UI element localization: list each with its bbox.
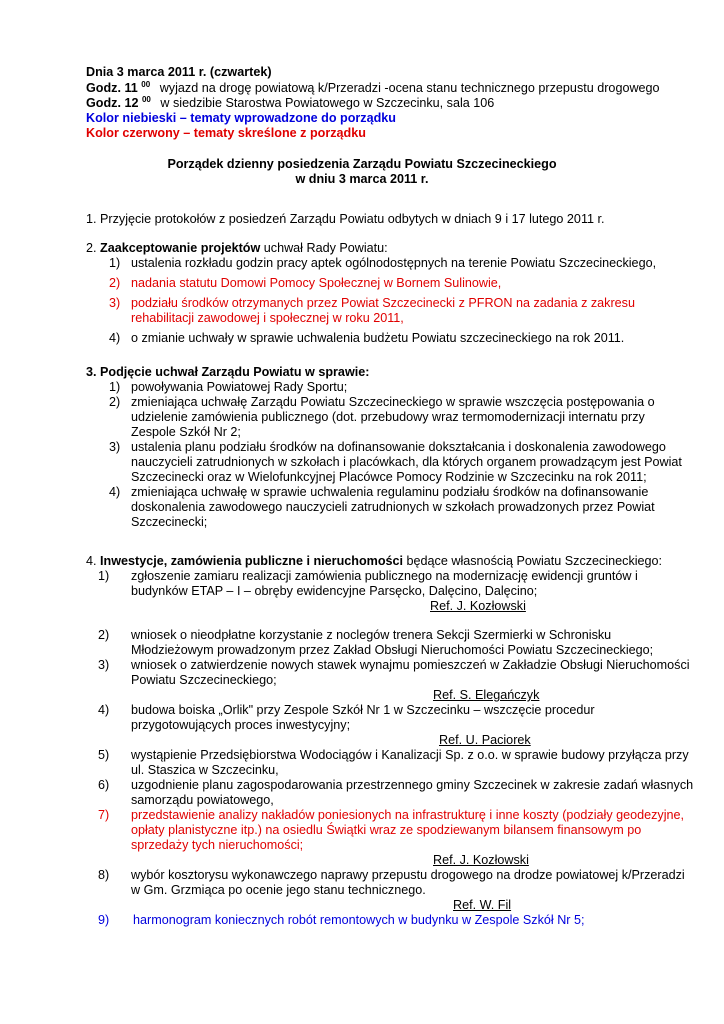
list-item: uzgodnienie planu zagospodarowania przestrzennego gminy Szczecinek w zakresie zadań własnych — [131, 778, 694, 792]
list-item-continuation: Szczecinecki; — [131, 515, 208, 529]
referent: Ref. J. Kozłowski — [430, 599, 526, 613]
list-item-continuation: sprzedaży tych nieruchomości; — [131, 838, 304, 852]
list-item: ustalenia planu podziału środków na dofinansowanie dokształcania i doskonalenia zawodowego — [131, 440, 666, 454]
list-item-continuation: Powiatu Szczecineckiego; — [131, 673, 277, 687]
legend-blue: Kolor niebieski – tematy wprowadzone do porządku — [86, 111, 396, 125]
time-sup: 00 — [141, 80, 151, 89]
list-item-continuation: rehabilitacji zawodowej i społecznej w roku 2011, — [131, 311, 404, 325]
section-number: 2. — [86, 241, 101, 255]
item-number: 1) — [109, 256, 121, 270]
section-4-heading — [86, 554, 662, 569]
list-item-continuation: doskonalenia zawodowego nauczycieli zatrudnionych w szkołach prowadzonych przez Powiat — [131, 500, 655, 514]
time-label: Godz. 12 — [86, 96, 139, 110]
list-item-continuation: w Gm. Grzmiąca po ocenie jego stanu technicznego. — [131, 883, 426, 897]
legend-red: Kolor czerwony – tematy skreślone z porządku — [86, 126, 366, 140]
list-item-continuation: przygotowujących proces inwestycyjny; — [131, 718, 351, 732]
section-title: Zaakceptowanie projektów — [100, 241, 261, 255]
item-number: 2) — [109, 395, 121, 409]
section-subtitle: będące własnością Powiatu Szczecineckiego: — [403, 554, 663, 568]
list-item: ustalenia rozkładu godzin pracy aptek ogólnodostępnych na terenie Powiatu Szczecineckiego, — [131, 256, 657, 270]
item-number: 2) — [98, 628, 110, 642]
section-2-heading — [86, 241, 388, 256]
list-item: zgłoszenie zamiaru realizacji zamówienia publicznego na modernizację ewidencji gruntów i — [131, 569, 638, 583]
time-sup: 00 — [141, 95, 151, 104]
item-number: 4) — [109, 331, 121, 345]
list-item: wystąpienie Przedsiębiorstwa Wodociągów i Kanalizacji Sp. z o.o. w sprawie budowy przyłącza przy — [131, 748, 689, 762]
list-item: podziału środków otrzymanych przez Powiat Szczecinecki z PFRON na zadania z zakresu — [131, 296, 635, 310]
list-item-continuation: opłaty planistyczne itp.) na osiedlu Świątki wraz ze spodziewanym bilansem finansowym po — [131, 823, 642, 837]
list-item: wybór kosztorysu wykonawczego naprawy przepustu drogowego na drodze powiatowej k/Przeradzi — [131, 868, 685, 882]
section-title: Inwestycje, zamówienia publiczne i nieruchomości — [100, 554, 404, 568]
list-item-continuation: udzielenie zamówienia publicznego (dot. przebudowy wraz termomodernizacji internatu przy — [131, 410, 645, 424]
list-item-continuation: Młodzieżowym prowadzonym przez Zakład Obsługi Nieruchomości Powiatu Szczecineckiego; — [131, 643, 654, 657]
item-number: 5) — [98, 748, 110, 762]
section-subtitle: uchwał Rady Powiatu: — [260, 241, 388, 255]
item-number: 9) — [98, 913, 110, 927]
list-item: powoływania Powiatowej Rady Sportu; — [131, 380, 348, 394]
list-item-continuation: nauczycieli zatrudnionych w szkołach i placówkach, dla których organem prowadzącym jest Powiat — [131, 455, 682, 469]
time-description: wyjazd na drogę powiatową k/Przeradzi -ocena stanu technicznego przepustu drogowego — [159, 81, 660, 95]
referent: Ref. U. Paciorek — [439, 733, 531, 747]
agenda-title: Porządek dzienny posiedzenia Zarządu Powiatu Szczecineckiego — [167, 157, 557, 171]
time-description: w siedzibie Starostwa Powiatowego w Szczecinku, sala 106 — [160, 96, 495, 110]
item-number: 1) — [98, 569, 110, 583]
item-number: 7) — [98, 808, 110, 822]
section-number: 4. — [86, 554, 101, 568]
item-number: 3) — [109, 296, 121, 310]
referent: Ref. J. Kozłowski — [433, 853, 529, 867]
item-number: 3) — [98, 658, 110, 672]
schedule-line-2 — [86, 96, 494, 111]
list-item: przedstawienie analizy nakładów poniesionych na infrastrukturę i inne koszty (podziały geodezyjne, — [131, 808, 685, 822]
list-item: harmonogram koniecznych robót remontowych w budynku w Zespole Szkół Nr 5; — [133, 913, 585, 927]
item-number: 4) — [109, 485, 121, 499]
item-number: 2) — [109, 276, 121, 290]
agenda-date: w dniu 3 marca 2011 r. — [295, 172, 429, 186]
meeting-date: Dnia 3 marca 2011 r. (czwartek) — [86, 65, 272, 79]
schedule-line-1 — [86, 81, 660, 96]
list-item-continuation: ul. Staszica w Szczecinku, — [131, 763, 279, 777]
list-item-continuation: samorządu powiatowego, — [131, 793, 274, 807]
item-number: 8) — [98, 868, 110, 882]
list-item: o zmianie uchwały w sprawie uchwalenia budżetu Powiatu szczecineckiego na rok 2011. — [131, 331, 625, 345]
time-label: Godz. 11 — [86, 81, 138, 95]
list-item: zmieniająca uchwałę w sprawie uchwalenia regulaminu podziału środków na dofinansowanie — [131, 485, 649, 499]
referent: Ref. S. Elegańczyk — [433, 688, 540, 702]
section-3-heading: 3. Podjęcie uchwał Zarządu Powiatu w sprawie: — [86, 365, 370, 379]
item-number: 4) — [98, 703, 110, 717]
list-item-continuation: Szczecinecki oraz w Wielofunkcyjnej Placówce Pomocy Rodzinie w Szczecinku na rok 2011; — [131, 470, 647, 484]
item-number: 3) — [109, 440, 121, 454]
section-1: 1. Przyjęcie protokołów z posiedzeń Zarządu Powiatu odbytych w dniach 9 i 17 lutego 2011 r. — [86, 212, 605, 226]
referent: Ref. W. Fil — [453, 898, 512, 912]
list-item: budowa boiska „Orlik" przy Zespole Szkół Nr 1 w Szczecinku – wszczęcie procedur — [131, 703, 595, 717]
list-item: wniosek o nieodpłatne korzystanie z noclegów trenera Sekcji Szermierki w Schronisku — [131, 628, 612, 642]
list-item-continuation: Zespole Szkół Nr 2; — [131, 425, 241, 439]
list-item: zmieniająca uchwałę Zarządu Powiatu Szczecineckiego w sprawie wszczęcia postępowania o — [131, 395, 655, 409]
item-number: 1) — [109, 380, 121, 394]
list-item: nadania statutu Domowi Pomocy Społecznej w Bornem Sulinowie, — [131, 276, 502, 290]
item-number: 6) — [98, 778, 110, 792]
list-item-continuation: budynków ETAP – I – obręby ewidencyjne Parsęcko, Dalęcino, Dalęcino; — [131, 584, 538, 598]
list-item: wniosek o zatwierdzenie nowych stawek wynajmu pomieszczeń w Zakładzie Obsługi Nieruchomości — [131, 658, 690, 672]
